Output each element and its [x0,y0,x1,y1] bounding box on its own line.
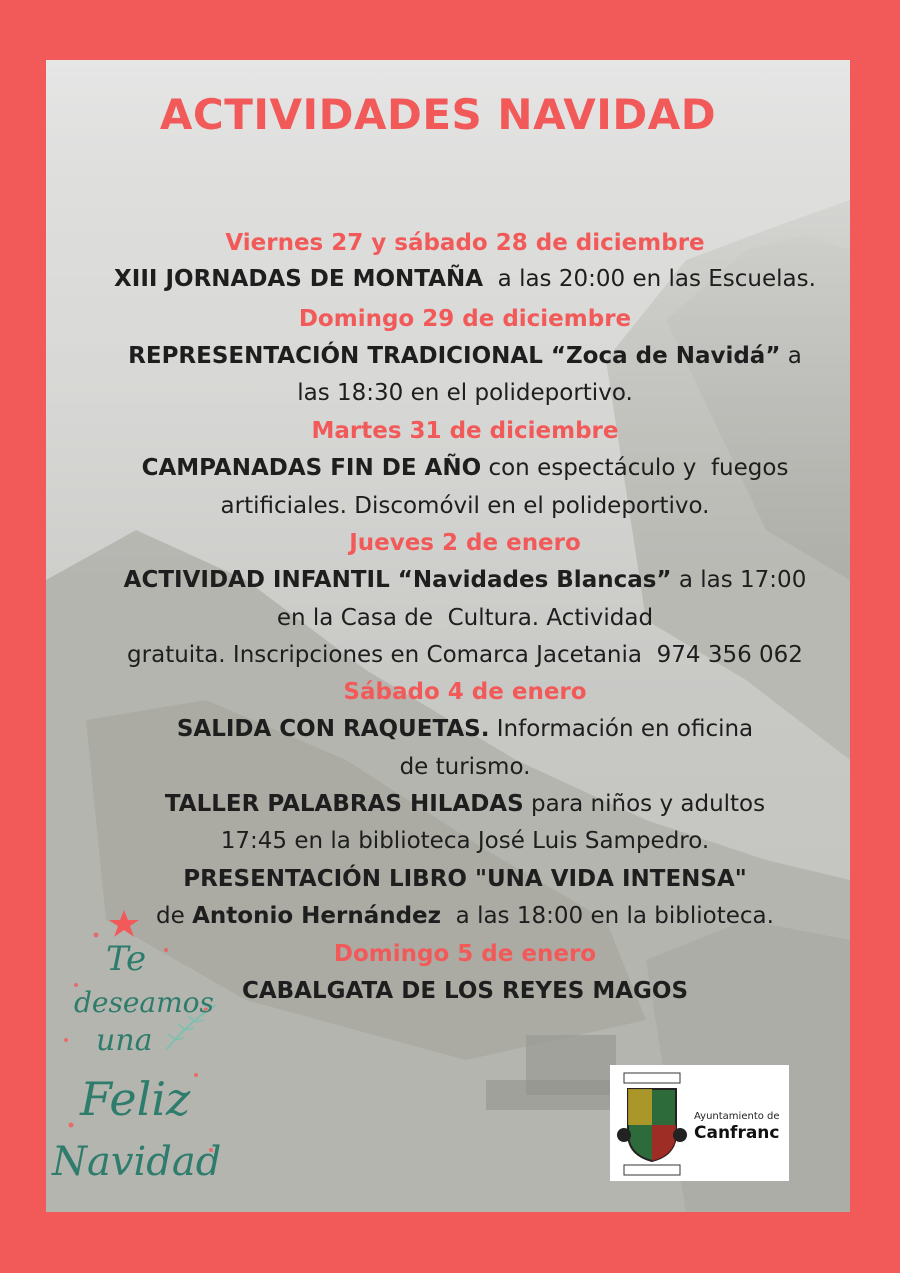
event-line: PRESENTACIÓN LIBRO "UNA VIDA INTENSA" [183,866,747,892]
coat-of-arms-icon [610,1065,690,1181]
logo-caption: Ayuntamiento de [694,1111,780,1122]
event-line: REPRESENTACIÓN TRADICIONAL “Zoca de Navidá” a [128,343,802,369]
event-line: artificiales. Discomóvil en el polideportivo. [220,493,710,519]
event-line: ACTIVIDAD INFANTIL “Navidades Blancas” a las 17:00 [123,567,807,593]
event-line: SALIDA CON RAQUETAS. Información en oficina [176,716,754,742]
event-line: de turismo. [399,754,531,780]
event-date: Jueves 2 de enero [349,530,581,556]
event-date: Viernes 27 y sábado 28 de diciembre [225,230,705,256]
event-date: Martes 31 de diciembre [311,418,619,444]
event-line: 17:45 en la biblioteca José Luis Sampedro. [220,828,710,854]
event-line: las 18:30 en el polideportivo. [297,380,633,406]
greeting-line: Navidad [52,1139,222,1185]
event-line: TALLER PALABRAS HILADAS para niños y adultos [164,791,766,817]
event-line: XIII JORNADAS DE MONTAÑA a las 20:00 en las Escuelas. [114,266,816,292]
event-date: Sábado 4 de enero [343,679,587,705]
event-line: CAMPANADAS FIN DE AÑO con espectáculo y fuegos [141,455,789,481]
event-line: en la Casa de Cultura. Actividad [276,605,654,631]
event-date: Domingo 5 de enero [333,941,597,967]
greeting-line: Te [106,939,147,979]
canfranc-logo [610,1065,789,1181]
feliz-navidad-greeting [46,890,246,1212]
poster [46,60,850,1212]
greeting-line: deseamos [74,986,214,1019]
poster-title: ACTIVIDADES NAVIDAD [159,90,717,139]
event-date: Domingo 29 de diciembre [298,306,632,332]
greeting-line: una [96,1023,153,1058]
event-line: CABALGATA DE LOS REYES MAGOS [241,978,689,1004]
greeting-line: Feliz [80,1072,191,1126]
logo-name: Canfranc [694,1123,780,1143]
event-line: gratuita. Inscripciones en Comarca Jacetania 974 356 062 [127,642,803,668]
star-icon [109,910,139,937]
event-line: de Antonio Hernández a las 18:00 en la biblioteca. [156,903,774,929]
